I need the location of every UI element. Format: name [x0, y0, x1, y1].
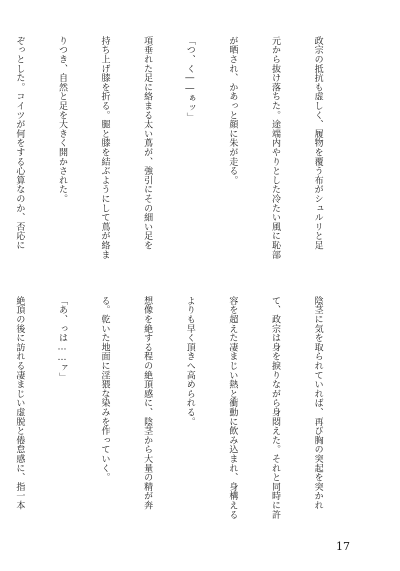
text-line: 容を超えた凄まじい熱と衝動に飲み込まれ、身構える	[227, 296, 238, 520]
text-line: ぞっとした。コイツが何をする心算なのか、否応に	[14, 36, 25, 250]
text-line: 項垂れた足に絡まる太い蔦が、強引にその細い足を	[142, 36, 153, 250]
text-line: て、政宗は身を捩りながら身悶えた。それと同時に許	[269, 296, 280, 520]
text-block-top	[14, 36, 353, 266]
text-line: 持ち上げ膝を折る。腿と膝を結ぶようにして蔦が絡ま	[99, 36, 110, 260]
text-line: 「あ、っは……ァ」	[56, 296, 67, 382]
text-line: りつき、自然と足を大きく開かされた。	[56, 36, 67, 204]
text-line: 陰茎に気を取られていれば、再び胸の突起を突かれ	[312, 296, 323, 510]
text-line: 元から抜け落ちた。途端内やりとした冷たい風に恥部	[269, 36, 280, 260]
text-line: 絶頂の後に訪れる凄まじい虚脱と倦怠感に、指一本	[14, 296, 25, 510]
text-block-bottom	[14, 296, 353, 524]
text-line: る。乾いた地面に淫猥な染みを作っていく。	[99, 296, 110, 482]
text-line: よりも早く頂きへ高められる。	[184, 296, 195, 427]
text-line: 「つ、く――ぁッ」	[184, 36, 195, 122]
text-line: 政宗の抵抗も虚しく、履物を覆う布がシュルリと足	[312, 36, 323, 250]
page-number: 17	[336, 540, 350, 553]
text-line: が晒され、かあっと顔に朱が走る。	[227, 36, 238, 185]
text-line: 想像を絶する程の絶頂感に、陰茎から大量の精が奔	[142, 296, 153, 510]
